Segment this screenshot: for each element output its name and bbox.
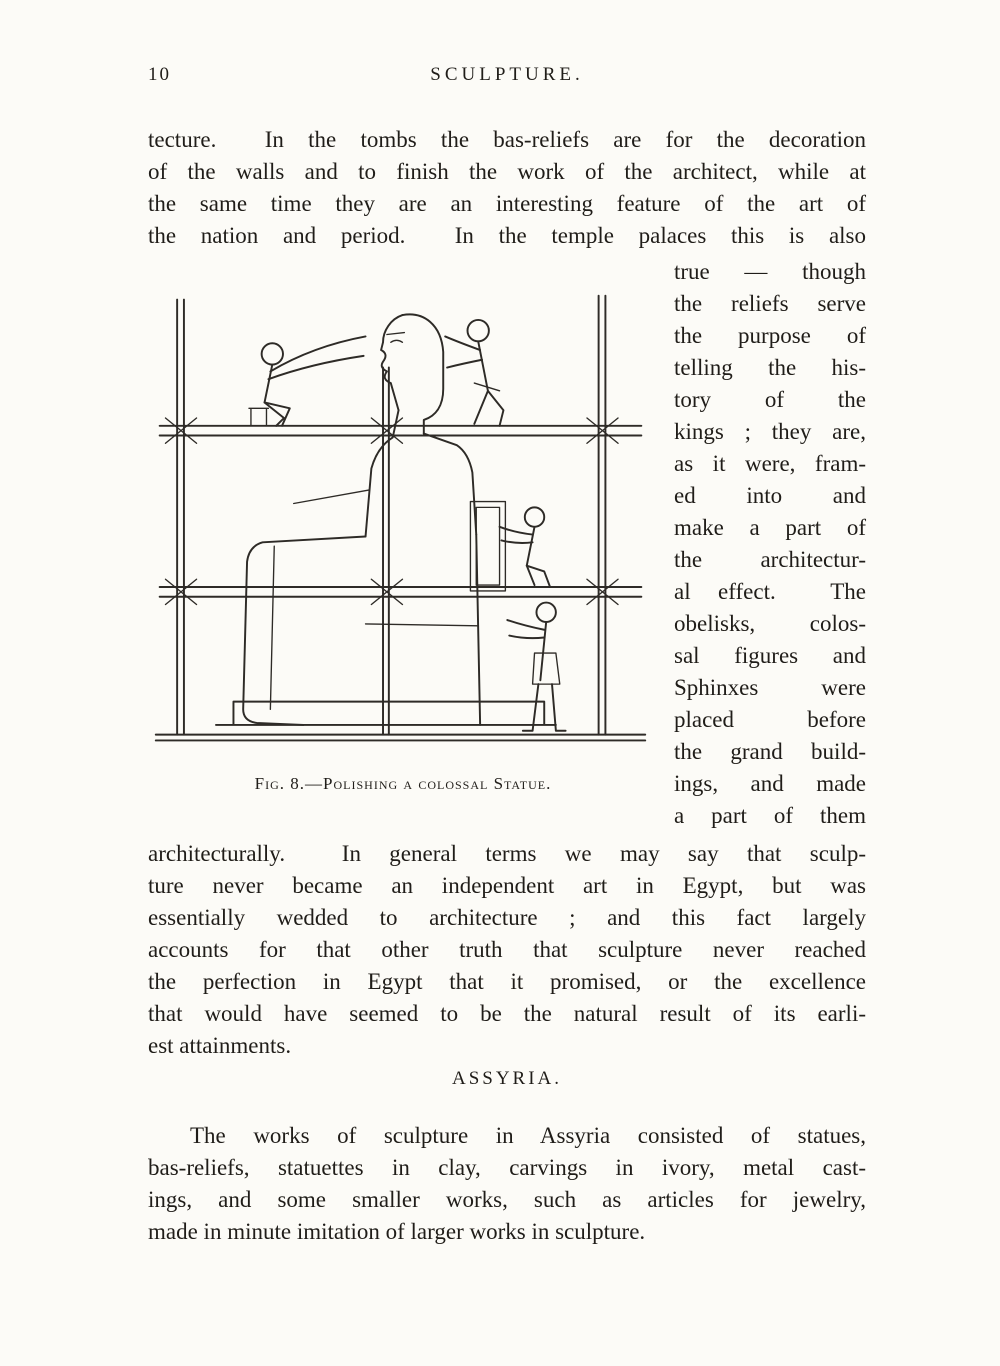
scaffold-lines xyxy=(156,296,645,741)
text-line: accounts for that other truth that sculpture never reached xyxy=(148,937,866,962)
text-line: Sphinxes were xyxy=(674,675,866,700)
text-line: architecturally. In general terms we may say that sculp- xyxy=(148,841,866,866)
figure-caption: Fig. 8.—Polishing a colossal Statue. xyxy=(254,774,552,793)
text-line: placed before xyxy=(674,707,866,732)
text-line: est attainments. xyxy=(148,1033,292,1058)
text-line: true — though xyxy=(674,259,866,284)
paragraph-continuation xyxy=(148,124,866,252)
text-line: a part of them xyxy=(674,803,866,828)
statue-outline xyxy=(216,314,556,724)
text-line: tory of the xyxy=(674,387,866,412)
paragraph-assyria xyxy=(148,1120,866,1248)
worker-figures xyxy=(249,320,566,731)
text-line: ed into and xyxy=(674,483,866,508)
page-header xyxy=(148,64,866,86)
text-line: as it were, fram- xyxy=(674,451,866,476)
text-line: the purpose of xyxy=(674,323,866,348)
text-line: The works of sculpture in Assyria consisted of statues, xyxy=(190,1123,866,1148)
text-line: made in minute imitation of larger works in sculpture. xyxy=(148,1219,646,1244)
text-line: the architectur- xyxy=(674,547,866,572)
text-line: the reliefs serve xyxy=(674,291,866,316)
text-line: the perfection in Egypt that it promised, or the excellence xyxy=(148,969,866,994)
text-line: the grand build- xyxy=(674,739,866,764)
text-line: essentially wedded to architecture ; and this fact largely xyxy=(148,905,866,930)
text-line: ings, and made xyxy=(674,771,866,796)
figure-and-wrap-row xyxy=(148,256,866,832)
figure-illustration xyxy=(148,282,653,758)
text-line: make a part of xyxy=(674,515,866,540)
paragraph-egypt-conclusion xyxy=(148,838,866,1062)
section-heading-assyria: ASSYRIA. xyxy=(451,1068,563,1089)
text-line: al effect. The xyxy=(674,579,866,604)
text-line: of the walls and to finish the work of the architect, while at xyxy=(148,159,866,184)
text-line: ture never became an independent art in Egypt, but was xyxy=(148,873,866,898)
wrapped-text-column xyxy=(674,256,866,832)
text-line: obelisks, colos- xyxy=(674,611,866,636)
running-title: SCULPTURE. xyxy=(430,64,584,85)
text-line: bas-reliefs, statuettes in clay, carvings in ivory, metal cast- xyxy=(148,1155,866,1180)
text-line: the nation and period. In the temple palaces this is also xyxy=(148,223,866,248)
text-line: sal figures and xyxy=(674,643,866,668)
text-line: kings ; they are, xyxy=(674,419,866,444)
text-line: tecture. In the tombs the bas-reliefs are for the decoration xyxy=(148,127,866,152)
page-number: 10 xyxy=(148,64,171,85)
text-line: that would have seemed to be the natural result of its earli- xyxy=(148,1001,866,1026)
text-line: ings, and some smaller works, such as articles for jewelry, xyxy=(148,1187,866,1212)
text-line: the same time they are an interesting feature of the art of xyxy=(148,191,866,216)
text-line: telling the his- xyxy=(674,355,866,380)
figure-block xyxy=(148,256,658,794)
